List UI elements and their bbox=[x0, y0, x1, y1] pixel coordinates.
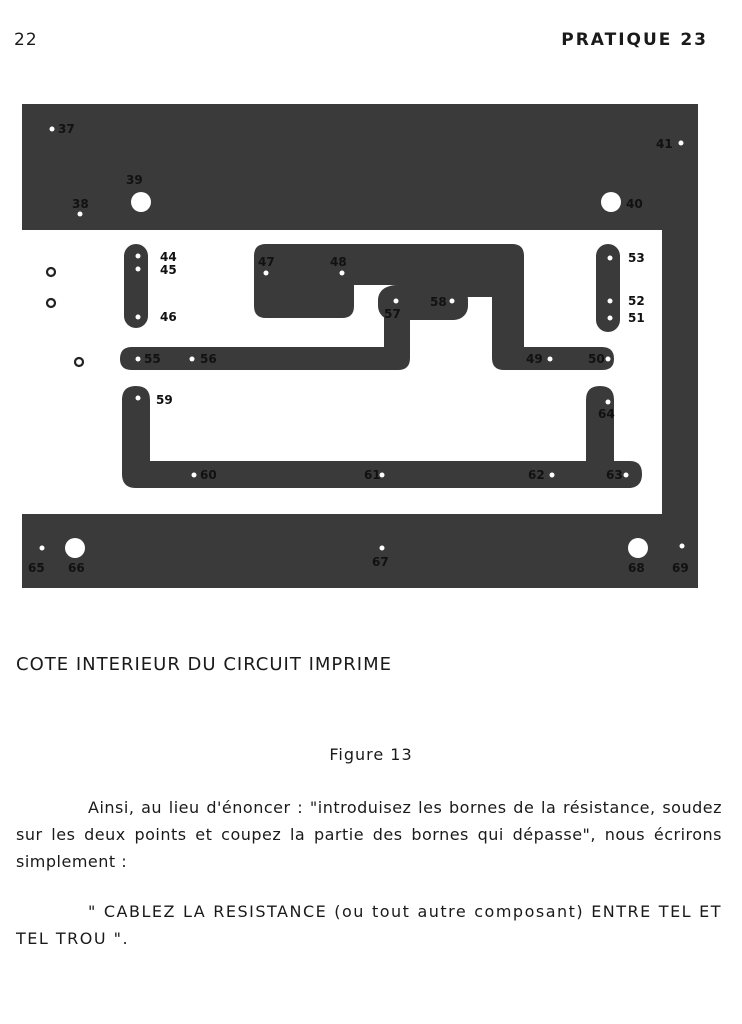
label-61: 61 bbox=[364, 468, 381, 482]
point-37 bbox=[50, 127, 55, 132]
label-56: 56 bbox=[200, 352, 217, 366]
label-57: 57 bbox=[384, 307, 401, 321]
label-46: 46 bbox=[160, 310, 177, 324]
label-58: 58 bbox=[430, 295, 447, 309]
point-38 bbox=[78, 212, 83, 217]
mounting-hole-39 bbox=[131, 192, 151, 212]
label-68: 68 bbox=[628, 561, 645, 575]
point-48 bbox=[340, 271, 345, 276]
point-69 bbox=[680, 544, 685, 549]
point-41 bbox=[679, 141, 684, 146]
mounting-hole-40 bbox=[601, 192, 621, 212]
page-number: 22 bbox=[14, 30, 38, 50]
point-52 bbox=[608, 299, 613, 304]
figure-label: Figure 13 bbox=[329, 745, 413, 764]
circuit-board-figure bbox=[22, 104, 698, 588]
label-60: 60 bbox=[200, 468, 217, 482]
paragraph-1-text: Ainsi, au lieu d'énoncer : "introduisez les bornes de la résistance, soudez sur les deux points et coupez la partie des bornes qui dépasse", nous écrirons simplement : bbox=[16, 798, 722, 871]
point-50 bbox=[606, 357, 611, 362]
point-67 bbox=[380, 546, 385, 551]
label-64: 64 bbox=[598, 407, 615, 421]
point-53 bbox=[608, 256, 613, 261]
label-69: 69 bbox=[672, 561, 689, 575]
label-37: 37 bbox=[58, 122, 75, 136]
body-paragraph-2 bbox=[16, 898, 722, 952]
label-39: 39 bbox=[126, 173, 143, 187]
label-45: 45 bbox=[160, 263, 177, 277]
label-38: 38 bbox=[72, 197, 89, 211]
label-44: 44 bbox=[160, 250, 177, 264]
label-67: 67 bbox=[372, 555, 389, 569]
journal-title: PRATIQUE 23 bbox=[561, 30, 708, 50]
body-paragraph-1 bbox=[16, 794, 722, 875]
label-49: 49 bbox=[526, 352, 543, 366]
point-63 bbox=[624, 473, 629, 478]
point-47 bbox=[264, 271, 269, 276]
point-49 bbox=[548, 357, 553, 362]
point-51 bbox=[608, 316, 613, 321]
label-51: 51 bbox=[628, 311, 645, 325]
label-62: 62 bbox=[528, 468, 545, 482]
point-64 bbox=[606, 400, 611, 405]
point-45 bbox=[136, 267, 141, 272]
point-62 bbox=[550, 473, 555, 478]
mounting-hole-66 bbox=[65, 538, 85, 558]
label-50: 50 bbox=[588, 352, 605, 366]
point-58 bbox=[450, 299, 455, 304]
point-56 bbox=[190, 357, 195, 362]
label-47: 47 bbox=[258, 255, 275, 269]
label-55: 55 bbox=[144, 352, 161, 366]
point-60 bbox=[192, 473, 197, 478]
label-66: 66 bbox=[68, 561, 85, 575]
label-52: 52 bbox=[628, 294, 645, 308]
label-41: 41 bbox=[656, 137, 673, 151]
point-59 bbox=[136, 396, 141, 401]
figure-caption: COTE INTERIEUR DU CIRCUIT IMPRIME bbox=[16, 654, 392, 675]
label-65: 65 bbox=[28, 561, 45, 575]
point-55 bbox=[136, 357, 141, 362]
point-65 bbox=[40, 546, 45, 551]
mounting-hole-68 bbox=[628, 538, 648, 558]
label-48: 48 bbox=[330, 255, 347, 269]
label-59: 59 bbox=[156, 393, 173, 407]
pcb-drawing bbox=[22, 104, 698, 588]
paragraph-2-text: " CABLEZ LA RESISTANCE (ou tout autre composant) ENTRE TEL ET TEL TROU ". bbox=[16, 902, 722, 948]
label-63: 63 bbox=[606, 468, 623, 482]
label-53: 53 bbox=[628, 251, 645, 265]
point-46 bbox=[136, 315, 141, 320]
label-40: 40 bbox=[626, 197, 643, 211]
point-44 bbox=[136, 254, 141, 259]
point-57 bbox=[394, 299, 399, 304]
